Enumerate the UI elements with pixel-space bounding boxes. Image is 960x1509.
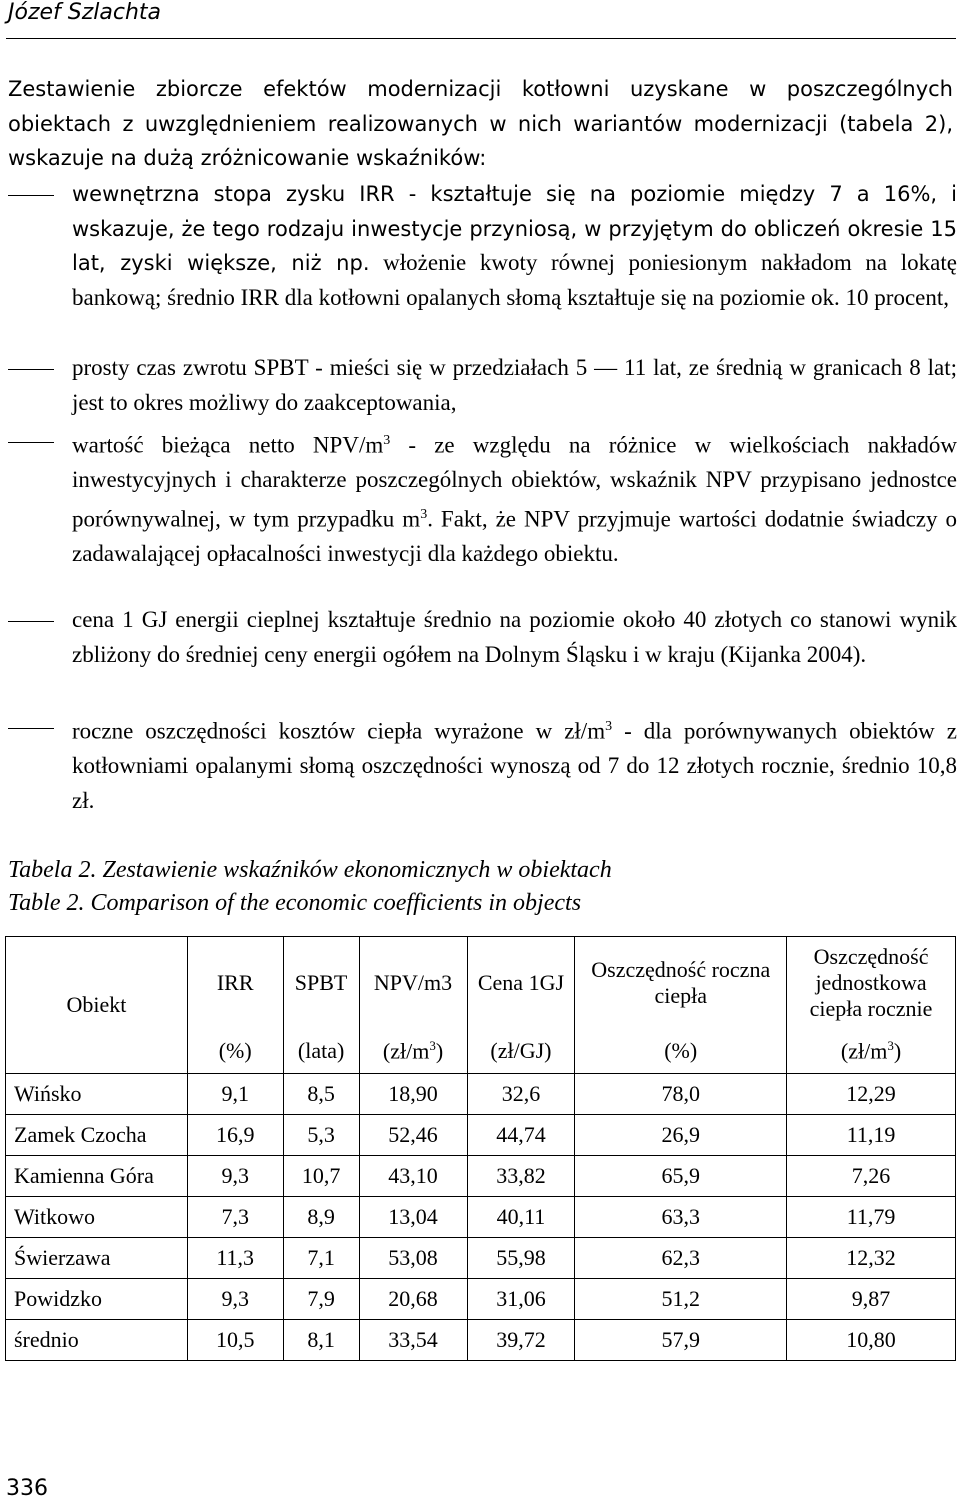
cell-irr: 16,9 <box>187 1115 283 1156</box>
unit-spbt: (lata) <box>283 1029 359 1074</box>
cell-oszczednosc-jednostkowa: 12,29 <box>787 1074 956 1115</box>
bullet-text: prosty czas zwrotu SPBT - mieści się w przedziałach 5 — 11 lat, ze średnią w granicach 8 lat; jest to okres możliwy do zaakceptowania, <box>72 355 957 415</box>
cell-cena: 39,72 <box>467 1320 575 1361</box>
unit-osz-sup: 3 <box>887 1037 894 1053</box>
bullet-text <box>72 177 957 315</box>
cell-oszczednosc-jednostkowa: 10,80 <box>787 1320 956 1361</box>
osz-text-post: - dla porównywanych obiektów z kotłowniami opalanymi słomą oszczędności wynoszą od 7 do 12 złotych rocznie, średnio 10,8 zł. <box>72 718 957 813</box>
cell-npv: 13,04 <box>359 1197 467 1238</box>
table-row <box>6 1238 956 1279</box>
unit-oszczednosc-jednostkowa <box>787 1029 956 1074</box>
bullet-text: cena 1 GJ energii cieplnej kształtuje średnio na poziomie około 40 złotych co stanowi wynik zbliżony do średniej ceny energii ogółem na Dolnym Śląsku i w kraju (Kijanka 2004). <box>72 607 957 667</box>
cell-oszczednosc-roczna: 65,9 <box>575 1156 787 1197</box>
cell-obiekt: średnio <box>6 1320 188 1361</box>
cell-spbt: 7,9 <box>283 1279 359 1320</box>
cell-oszczednosc-roczna: 51,2 <box>575 1279 787 1320</box>
cell-spbt: 8,9 <box>283 1197 359 1238</box>
header-irr: IRR <box>187 937 283 1030</box>
bullet-text-part2: włożenie kwoty równej poniesionym nakładom na lokatę bankową; średnio IRR dla kotłowni opalanych słomą kształtuje się na poziomie ok. 10 procent, <box>72 250 957 310</box>
unit-oszczednosc-roczna: (%) <box>575 1029 787 1074</box>
cell-oszczednosc-jednostkowa: 7,26 <box>787 1156 956 1197</box>
npv-text-pre: wartość bieżąca netto NPV/m <box>72 432 384 458</box>
cell-oszczednosc-jednostkowa: 12,32 <box>787 1238 956 1279</box>
header-rule <box>6 38 956 39</box>
cell-oszczednosc-roczna: 62,3 <box>575 1238 787 1279</box>
unit-npv-post: ) <box>435 1038 444 1064</box>
unit-osz-post: ) <box>893 1038 902 1064</box>
bullet-text <box>72 424 957 571</box>
cell-obiekt: Witkowo <box>6 1197 188 1238</box>
unit-npv-pre: (zł/m <box>382 1038 430 1064</box>
cell-oszczednosc-roczna: 78,0 <box>575 1074 787 1115</box>
cell-cena: 32,6 <box>467 1074 575 1115</box>
cell-obiekt: Kamienna Góra <box>6 1156 188 1197</box>
bullet-text <box>72 710 957 818</box>
osz-text-pre: roczne oszczędności kosztów ciepła wyrażone w zł/m <box>72 718 606 744</box>
npv-sup: 3 <box>383 433 391 448</box>
cell-obiekt: Powidzko <box>6 1279 188 1320</box>
bullet-text-part1: wewnętrzna stopa zysku IRR - kształtuje się na poziomie między 7 a 16%, i wskazuje, że tego rodzaju inwestycje przyniosą, w przyjętym do obliczeń okresie 15 lat, zyski większe, niż np. <box>72 182 957 275</box>
cell-cena: 40,11 <box>467 1197 575 1238</box>
cell-npv: 18,90 <box>359 1074 467 1115</box>
cell-cena: 33,82 <box>467 1156 575 1197</box>
header-npv: NPV/m3 <box>359 937 467 1030</box>
cell-oszczednosc-jednostkowa: 11,19 <box>787 1115 956 1156</box>
dash-marker <box>8 442 54 443</box>
cell-spbt: 7,1 <box>283 1238 359 1279</box>
npv-text-post: . Fakt, że NPV przyjmuje wartości dodatnie świadczy o zadawalającej opłacalności inwestycji dla każdego obiektu. <box>72 506 958 566</box>
table-row <box>6 1156 956 1197</box>
cell-spbt: 5,3 <box>283 1115 359 1156</box>
cell-oszczednosc-roczna: 57,9 <box>575 1320 787 1361</box>
cell-spbt: 8,5 <box>283 1074 359 1115</box>
cell-irr: 10,5 <box>187 1320 283 1361</box>
osz-sup: 3 <box>605 719 613 734</box>
cell-npv: 33,54 <box>359 1320 467 1361</box>
table-row <box>6 1115 956 1156</box>
cell-oszczednosc-roczna: 63,3 <box>575 1197 787 1238</box>
cell-npv: 52,46 <box>359 1115 467 1156</box>
table-row <box>6 1197 956 1238</box>
cell-irr: 9,1 <box>187 1074 283 1115</box>
unit-cena: (zł/GJ) <box>467 1029 575 1074</box>
cell-oszczednosc-jednostkowa: 9,87 <box>787 1279 956 1320</box>
cell-irr: 7,3 <box>187 1197 283 1238</box>
intro-paragraph: Zestawienie zbiorcze efektów modernizacji kotłowni uzyskane w poszczególnych obiektach z uwzględnieniem realizowanych w nich wariantów modernizacji (tabela 2), wskazuje na dużą zróżnicowanie wskaźników: <box>8 77 953 170</box>
table-caption-pl: Tabela 2. Zestawienie wskaźników ekonomicznych w obiektach <box>8 857 612 883</box>
table-header-row <box>6 937 956 1030</box>
dash-marker <box>8 728 54 729</box>
cell-cena: 31,06 <box>467 1279 575 1320</box>
table-caption-en: Table 2. Comparison of the economic coefficients in objects <box>8 890 582 916</box>
dash-marker <box>8 195 54 196</box>
cell-obiekt: Świerzawa <box>6 1238 188 1279</box>
unit-npv <box>359 1029 467 1074</box>
cell-spbt: 8,1 <box>283 1320 359 1361</box>
cell-npv: 53,08 <box>359 1238 467 1279</box>
cell-irr: 9,3 <box>187 1156 283 1197</box>
header-oszczednosc-roczna: Oszczędność roczna ciepła <box>575 937 787 1030</box>
author-name: Józef Szlachta <box>8 0 162 25</box>
page-number: 336 <box>6 1476 48 1501</box>
unit-npv-sup: 3 <box>429 1037 436 1053</box>
table-row <box>6 1279 956 1320</box>
header-spbt: SPBT <box>283 937 359 1030</box>
cell-oszczednosc-jednostkowa: 11,79 <box>787 1197 956 1238</box>
cell-spbt: 10,7 <box>283 1156 359 1197</box>
dash-marker <box>8 369 54 370</box>
cell-irr: 9,3 <box>187 1279 283 1320</box>
cell-npv: 43,10 <box>359 1156 467 1197</box>
cell-irr: 11,3 <box>187 1238 283 1279</box>
dash-marker <box>8 621 54 622</box>
unit-irr: (%) <box>187 1029 283 1074</box>
table-row <box>6 1320 956 1361</box>
cell-obiekt: Wińsko <box>6 1074 188 1115</box>
table-row <box>6 1074 956 1115</box>
header-oszczednosc-jednostkowa: Oszczędność jednostkowa ciepła rocznie <box>787 937 956 1030</box>
npv-text-mid: - ze względu na różnice w wielkościach nakładów inwestycyjnych i charakterze poszczególnych obiektów, wskaźnik NPV przypisano jednostce porównywalnej, w tym przypadku m <box>72 432 957 532</box>
cell-oszczednosc-roczna: 26,9 <box>575 1115 787 1156</box>
npv-sup: 3 <box>420 506 428 522</box>
cell-cena: 55,98 <box>467 1238 575 1279</box>
header-cena: Cena 1GJ <box>467 937 575 1030</box>
economic-indicators-table <box>5 936 956 1361</box>
unit-osz-pre: (zł/m <box>840 1038 888 1064</box>
cell-npv: 20,68 <box>359 1279 467 1320</box>
cell-obiekt: Zamek Czocha <box>6 1115 188 1156</box>
cell-cena: 44,74 <box>467 1115 575 1156</box>
header-obiekt: Obiekt <box>6 937 188 1074</box>
